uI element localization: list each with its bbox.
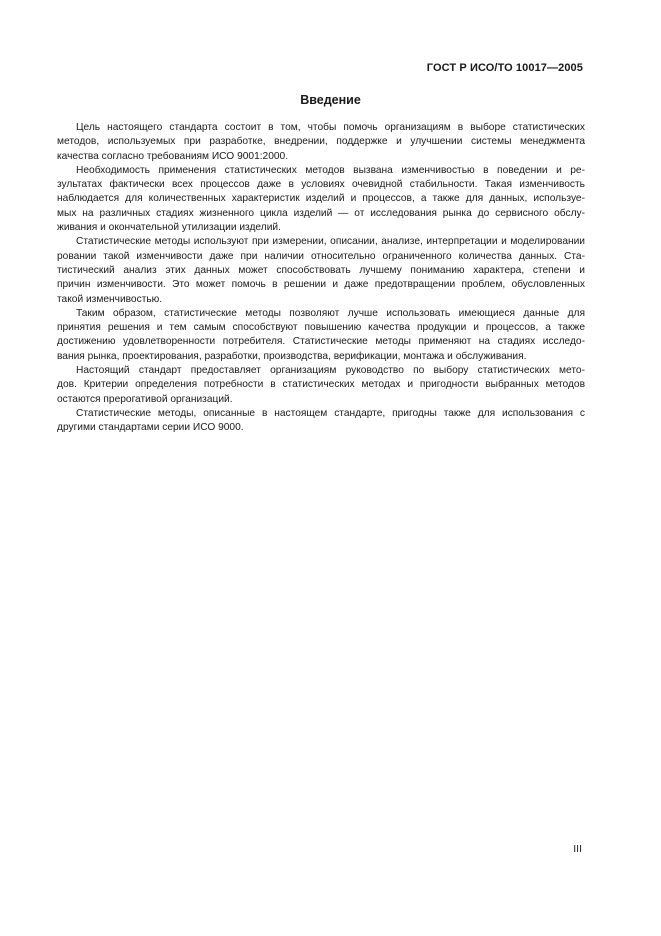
text-line: Статистические методы, описанные в настоящем стандарте, пригодны также для использования с xyxy=(76,407,585,419)
text-line: мых на различных стадиях жизненного цикла изделий — от исследования рынка до сервисного обслу- xyxy=(57,207,585,219)
text-line: вания рынка, проектирования, разработки, производства, верификации, монтажа и обслуживания. xyxy=(57,350,527,362)
text-line: наблюдается для количественных характеристик изделий и процессов, а также для данных, используе- xyxy=(57,193,585,205)
text-line: качества согласно требованиям ИСО 9001:2000. xyxy=(57,150,289,162)
text-line: принятия решения и тем самым способствуют повышению качества продукции и процессов, а также xyxy=(57,322,585,334)
text-line: причин изменчивости. Это может помочь в решении и даже предотвращении проблем, обусловленных xyxy=(57,279,585,291)
section-title: Введение xyxy=(300,93,361,107)
text-line: остаются прерогативой организаций. xyxy=(57,393,233,405)
paragraph xyxy=(57,121,585,164)
text-line: Необходимость применения статистических методов вызвана изменчивостью в поведении и ре- xyxy=(76,164,585,176)
text-line: Статистические методы используют при измерении, описании, анализе, интерпретации и моделировании xyxy=(76,236,585,248)
body-text xyxy=(57,121,585,436)
paragraph xyxy=(57,364,585,407)
text-line: другими стандартами серии ИСО 9000. xyxy=(57,422,244,434)
text-line: Настоящий стандарт предоставляет организациям руководство по выбору статистических мето- xyxy=(76,365,585,377)
standard-code-header: ГОСТ Р ИСО/ТО 10017—2005 xyxy=(426,62,583,74)
text-line: дов. Критерии определения потребности в статистических методах и пригодности выбранных методов xyxy=(57,379,585,391)
text-line: тистический анализ этих данных может способствовать лучшему пониманию характера, степени и xyxy=(57,264,585,276)
text-line: ровании такой изменчивости даже при наличии относительно ограниченного количества данных. Ста- xyxy=(57,250,585,262)
page-number: III xyxy=(573,843,582,855)
text-line: достижению удовлетворенности потребителя. Статистические методы применяют на стадиях исследо- xyxy=(57,336,585,348)
text-line: Таким образом, статистические методы позволяют лучше использовать имеющиеся данные для xyxy=(76,307,585,319)
paragraph xyxy=(57,407,585,436)
paragraph xyxy=(57,164,585,235)
text-line: методов, используемых при разработке, внедрении, поддержке и улучшении системы менеджмента xyxy=(57,136,585,148)
text-line: зультатах фактически всех процессов даже в условиях очевидной стабильности. Такая изменчивость xyxy=(57,179,585,191)
paragraph xyxy=(57,235,585,306)
text-line: Цель настоящего стандарта состоит в том, чтобы помочь организациям в выборе статистических xyxy=(76,122,585,133)
text-line: такой изменчивостью. xyxy=(57,293,163,305)
paragraph xyxy=(57,307,585,364)
text-line: живания и окончательной утилизации изделий. xyxy=(57,222,281,234)
